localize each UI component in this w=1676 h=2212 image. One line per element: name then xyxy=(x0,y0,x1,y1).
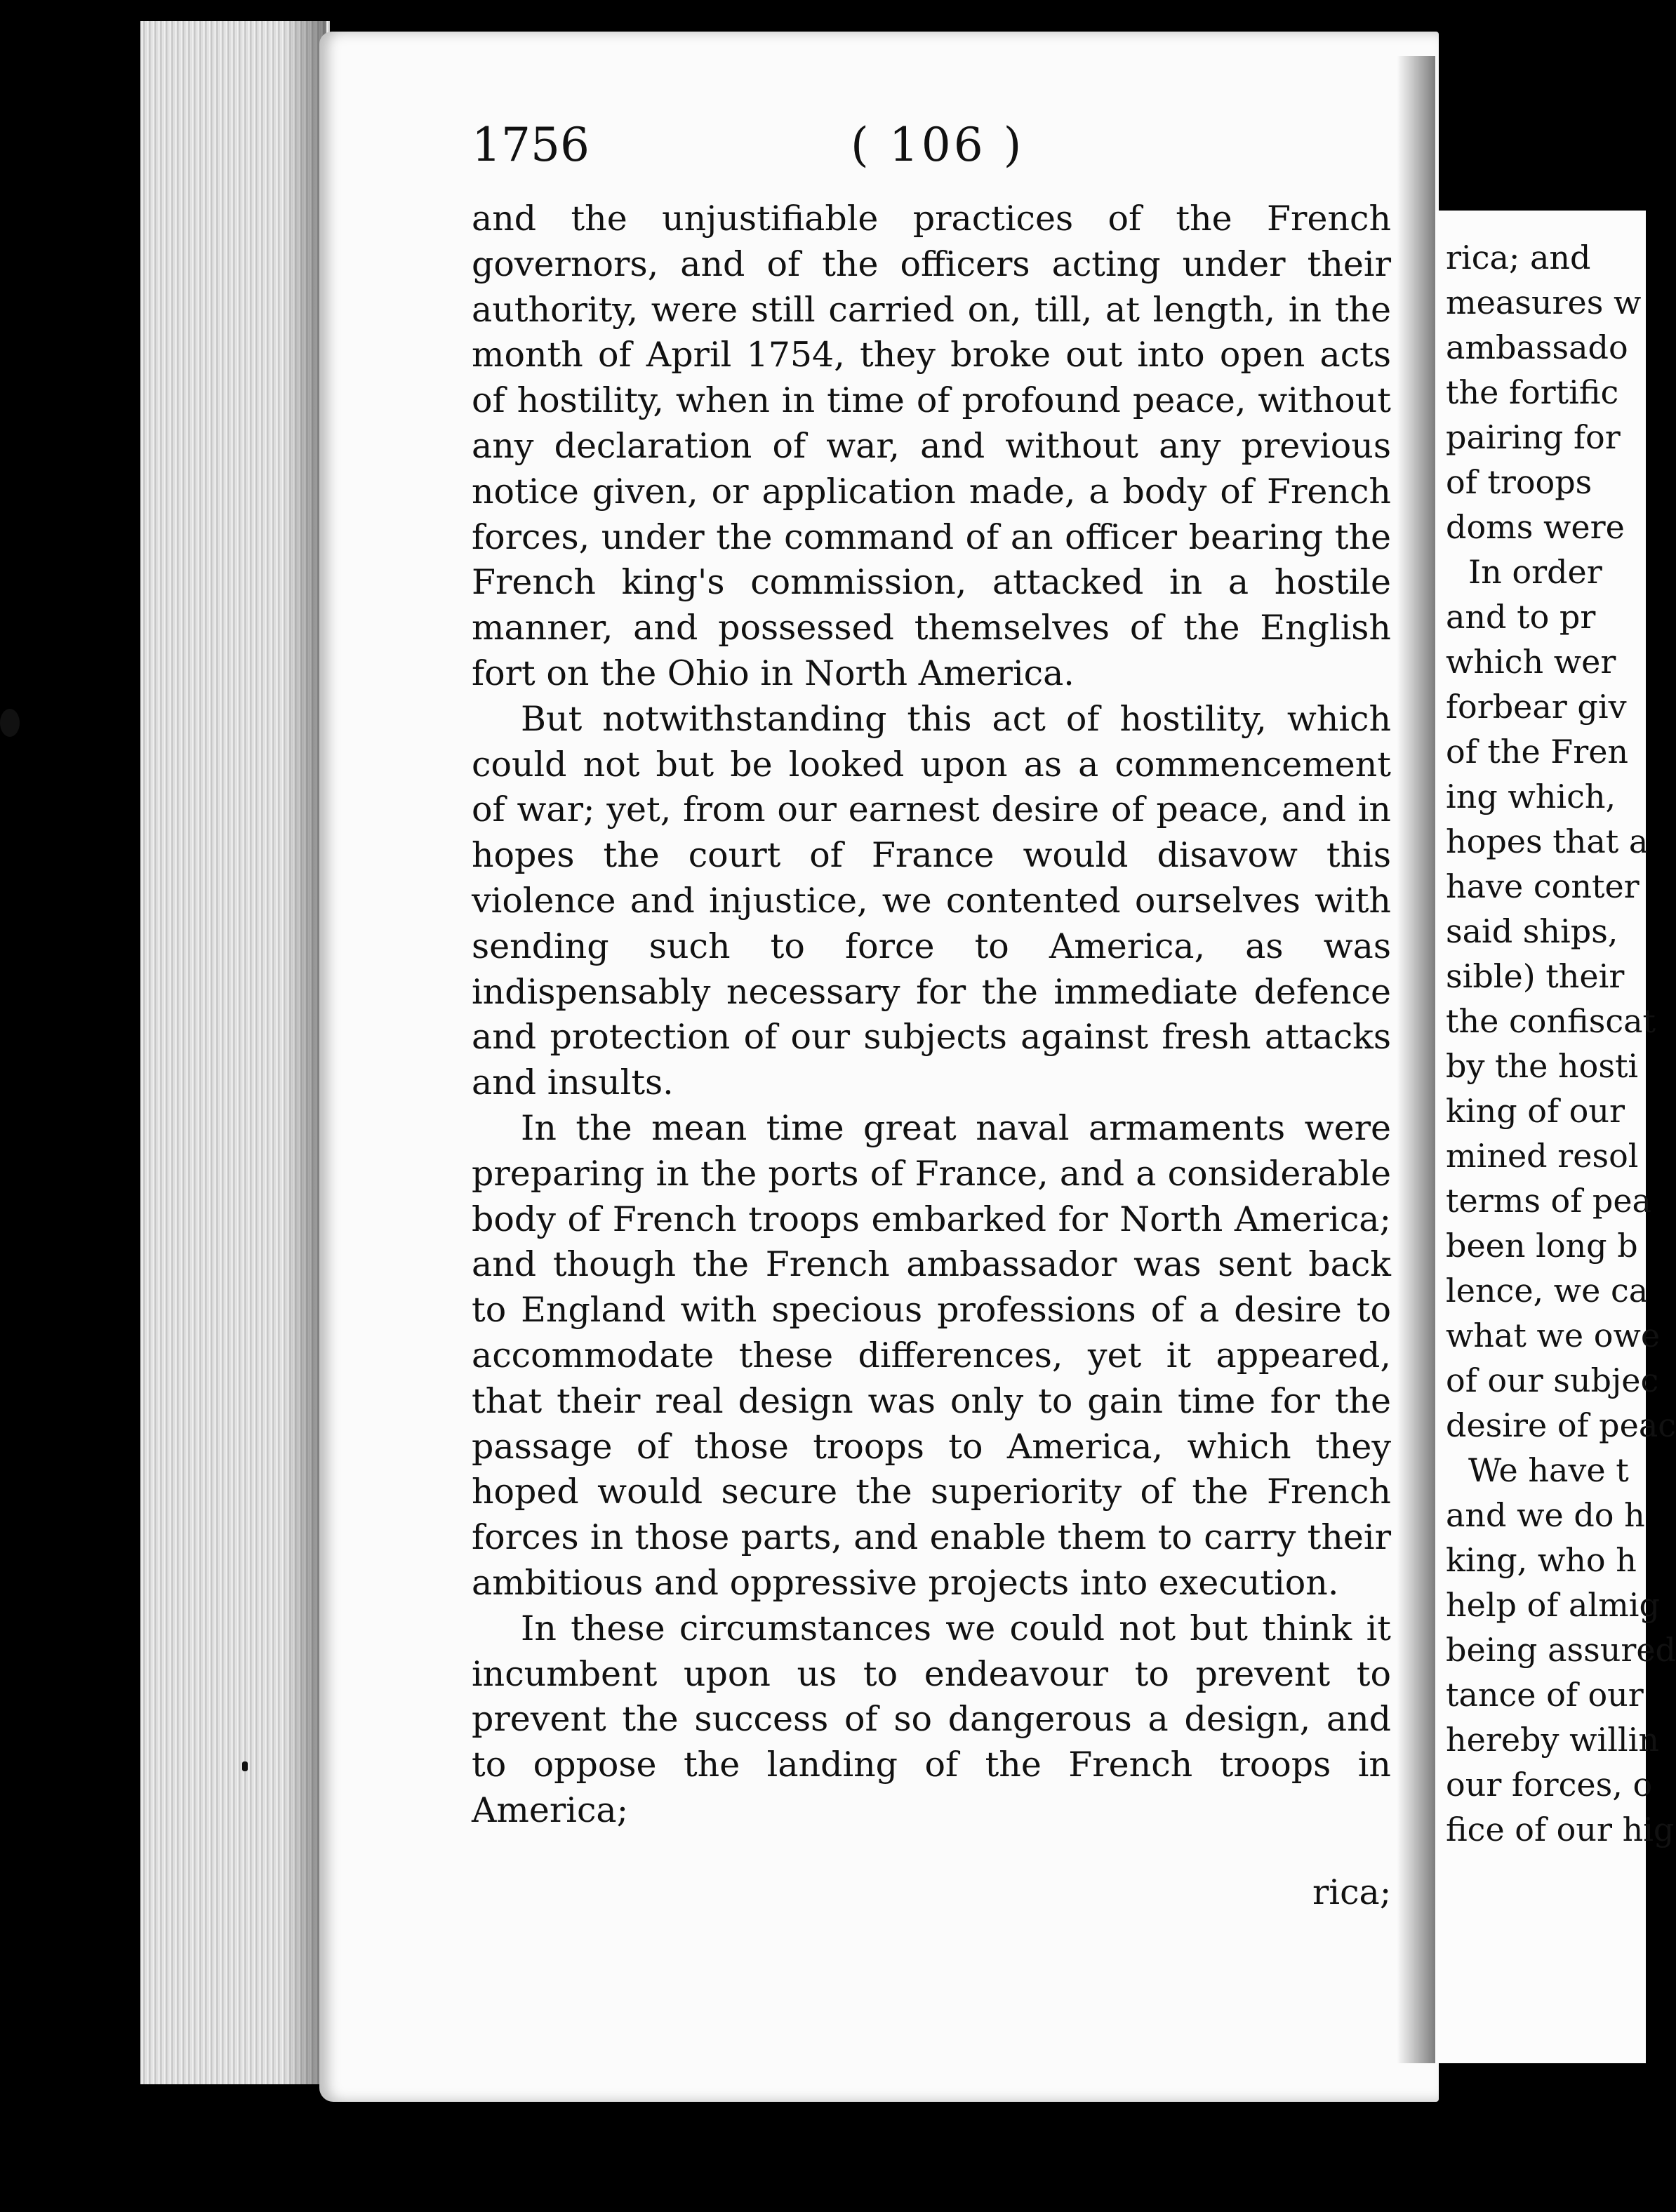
right-page-line: which wer xyxy=(1446,643,1616,681)
right-page-line: being assured xyxy=(1446,1631,1676,1669)
right-page-text xyxy=(1446,235,1676,1852)
right-page-line: what we owe xyxy=(1446,1317,1661,1354)
right-page-line: and we do h xyxy=(1446,1496,1645,1534)
right-page-line: said ships, xyxy=(1446,912,1618,950)
right-page-line: have conter xyxy=(1446,867,1640,905)
right-page-line: been long b xyxy=(1446,1227,1638,1265)
paragraph: and the unjustifiable practices of the French governors, and of the officers acting under their authority, were still carried on, till, at length, in the month of April 1754, they broke out into open acts of hostility, when in time of profound peace, without any declaration of war, and without any previous notice given, or application made, a body of French forces, under the command of an officer bearing the French king's commission, attacked in a hostile manner, and possessed themselves of the English fort on the Ohio in North America. xyxy=(472,199,1391,693)
right-page-line: mined resol xyxy=(1446,1137,1639,1175)
right-page-line: terms of pea xyxy=(1446,1182,1651,1220)
paragraph: In the mean time great naval armaments were preparing in the ports of France, and a considerable body of French troops embarked for North America; and though the French ambassador was sent back to England with specious professions of a desire to accommodate these differences, yet it appeared, that their real design was only to gain time for the passage of those troops to America, which they hoped would secure the superiority of the French forces in those parts, and enable them to carry their ambitious and oppressive projects into execution. xyxy=(472,1107,1391,1603)
page-number: ( 106 ) xyxy=(851,118,1025,172)
right-page-line: hereby willin xyxy=(1446,1721,1659,1759)
right-page-line: help of almig xyxy=(1446,1586,1660,1624)
right-page-line: ing which, xyxy=(1446,778,1616,815)
right-page-line: the fortific xyxy=(1446,373,1619,411)
right-page-line: of the Fren xyxy=(1446,733,1629,771)
right-page-line: doms were xyxy=(1446,508,1625,546)
right-page-line: In order xyxy=(1468,553,1602,591)
right-page-line: forbear giv xyxy=(1446,688,1627,726)
left-page-text xyxy=(472,196,1391,1834)
right-page-line: fice of our hig xyxy=(1446,1811,1675,1848)
page-year: 1756 xyxy=(472,118,590,172)
right-page-line: of troops xyxy=(1446,463,1592,501)
right-page-line: desire of peac xyxy=(1446,1406,1676,1444)
right-page-line: the confiscat xyxy=(1446,1002,1656,1040)
right-page-line: hopes that a xyxy=(1446,822,1649,860)
paragraph: But notwithstanding this act of hostility, which could not but be looked upon as a commencement of war; yet, from our earnest desire of peace, and in hopes the court of France would disavow this violence and injustice, we contented ourselves with sending such to force to America, as was indispensably necessary for the immediate defence and protection of our subjects against fresh attacks and insults. xyxy=(472,698,1391,1103)
right-page-line: ambassado xyxy=(1446,328,1628,366)
right-page-line: lence, we ca xyxy=(1446,1272,1649,1310)
right-page-line: measures w xyxy=(1446,284,1642,321)
right-page-line: We have t xyxy=(1468,1451,1629,1489)
stray-mark xyxy=(0,709,20,737)
right-page-line: rica; and xyxy=(1446,239,1591,276)
right-page-line: by the hosti xyxy=(1446,1047,1639,1085)
right-page-line: king, who h xyxy=(1446,1541,1637,1579)
right-page-line: king of our xyxy=(1446,1092,1625,1130)
right-page-line: tance of our xyxy=(1446,1676,1644,1714)
running-head xyxy=(472,118,1419,181)
right-page-line: our forces, o xyxy=(1446,1766,1653,1804)
right-page-line: sible) their xyxy=(1446,957,1625,995)
catchword: rica; xyxy=(1312,1872,1392,1912)
right-page-line: pairing for xyxy=(1446,418,1621,456)
right-page-line: and to pr xyxy=(1446,598,1596,636)
gutter-shadow xyxy=(1397,56,1435,2063)
stray-mark xyxy=(242,1761,248,1771)
paragraph: In these circumstances we could not but think it incumbent upon us to endeavour to prevent to prevent the success of so dangerous a design, and to oppose the landing of the French troops in America; xyxy=(472,1608,1391,1830)
right-page-line: of our subjec xyxy=(1446,1361,1659,1399)
